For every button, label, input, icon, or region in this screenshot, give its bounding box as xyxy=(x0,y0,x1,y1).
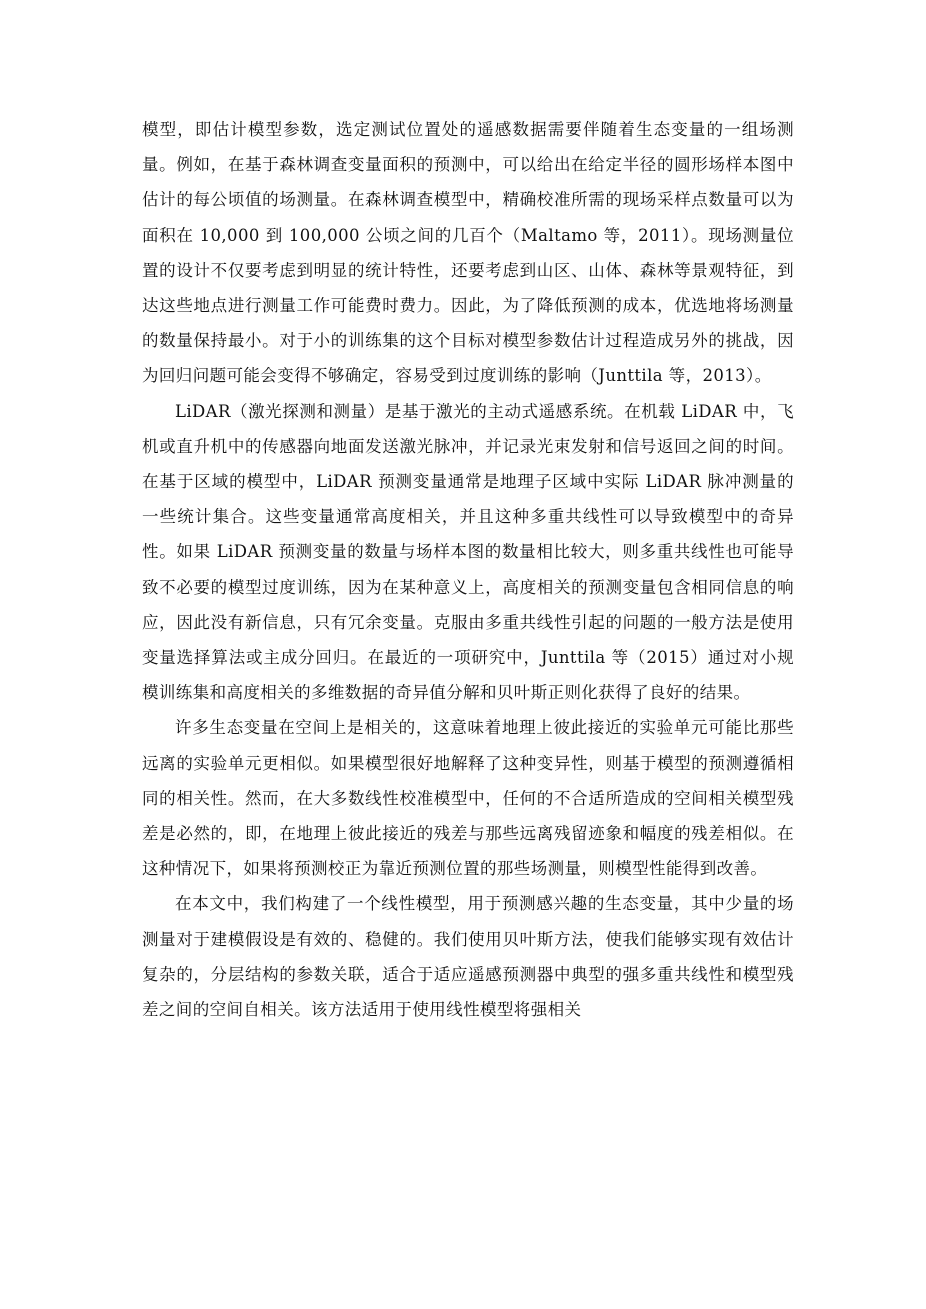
paragraph-lidar: LiDAR（激光探测和测量）是基于激光的主动式遥感系统。在机载 LiDAR 中，飞机或直升机中的传感器向地面发送激光脉冲，并记录光束发射和信号返回之间的时间。在基于区域的模型中，LiDAR 预测变量通常是地理子区域中实际 LiDAR 脉冲测量的一些统计集合。这些变量通常高度相关，并且这种多重共线性可以导致模型中的奇异性。如果 LiDAR 预测变量的数量与场样本图的数量相比较大，则多重共线性也可能导致不必要的模型过度训练，因为在某种意义上，高度相关的预测变量包含相同信息的响应，因此没有新信息，只有冗余变量。克服由多重共线性引起的问题的一般方法是使用变量选择算法或主成分回归。在最近的一项研究中，Junttila 等（2015）通过对小规模训练集和高度相关的多维数据的奇异值分解和贝叶斯正则化获得了良好的结果。 xyxy=(142,401,794,703)
paragraph-1: 模型，即估计模型参数，选定测试位置处的遥感数据需要伴随着生态变量的一组场测量。例如，在基于森林调查变量面积的预测中，可以给出在给定半径的圆形场样本图中估计的每公顷值的场测量。在森林调查模型中，精确校准所需的现场采样点数量可以为面积在 10,000 到 100,000 公顷之间的几百个（Maltamo 等，2011）。现场测量位置的设计不仅要考虑到明显的统计特性，还要考虑到山区、山体、森林等景观特征，到达这些地点进行测量工作可能费时费力。因此，为了降低预测的成本，优选地将场测量的数量保持最小。对于小的训练集的这个目标对模型参数估计过程造成另外的挑战，因为回归问题可能会变得不够确定，容易受到过度训练的影响（Junttila 等，2013）。 xyxy=(142,120,794,386)
paragraph-this-paper: 在本文中，我们构建了一个线性模型，用于预测感兴趣的生态变量，其中少量的场测量对于建模假设是有效的、稳健的。我们使用贝叶斯方法，使我们能够实现有效估计复杂的，分层结构的参数关联，适合于适应遥感预测器中典型的强多重共线性和模型残差之间的空间自相关。该方法适用于使用线性模型将强相关 xyxy=(142,894,794,1020)
paragraph-spatial-correlation: 许多生态变量在空间上是相关的，这意味着地理上彼此接近的实验单元可能比那些远离的实验单元更相似。如果模型很好地解释了这种变异性，则基于模型的预测遵循相同的相关性。然而，在大多数线性校准模型中，任何的不合适所造成的空间相关模型残差是必然的，即，在地理上彼此接近的残差与那些远离残留迹象和幅度的残差相似。在这种情况下，如果将预测校正为靠近预测位置的那些场测量，则模型性能得到改善。 xyxy=(142,718,794,879)
document-page xyxy=(142,112,794,1027)
